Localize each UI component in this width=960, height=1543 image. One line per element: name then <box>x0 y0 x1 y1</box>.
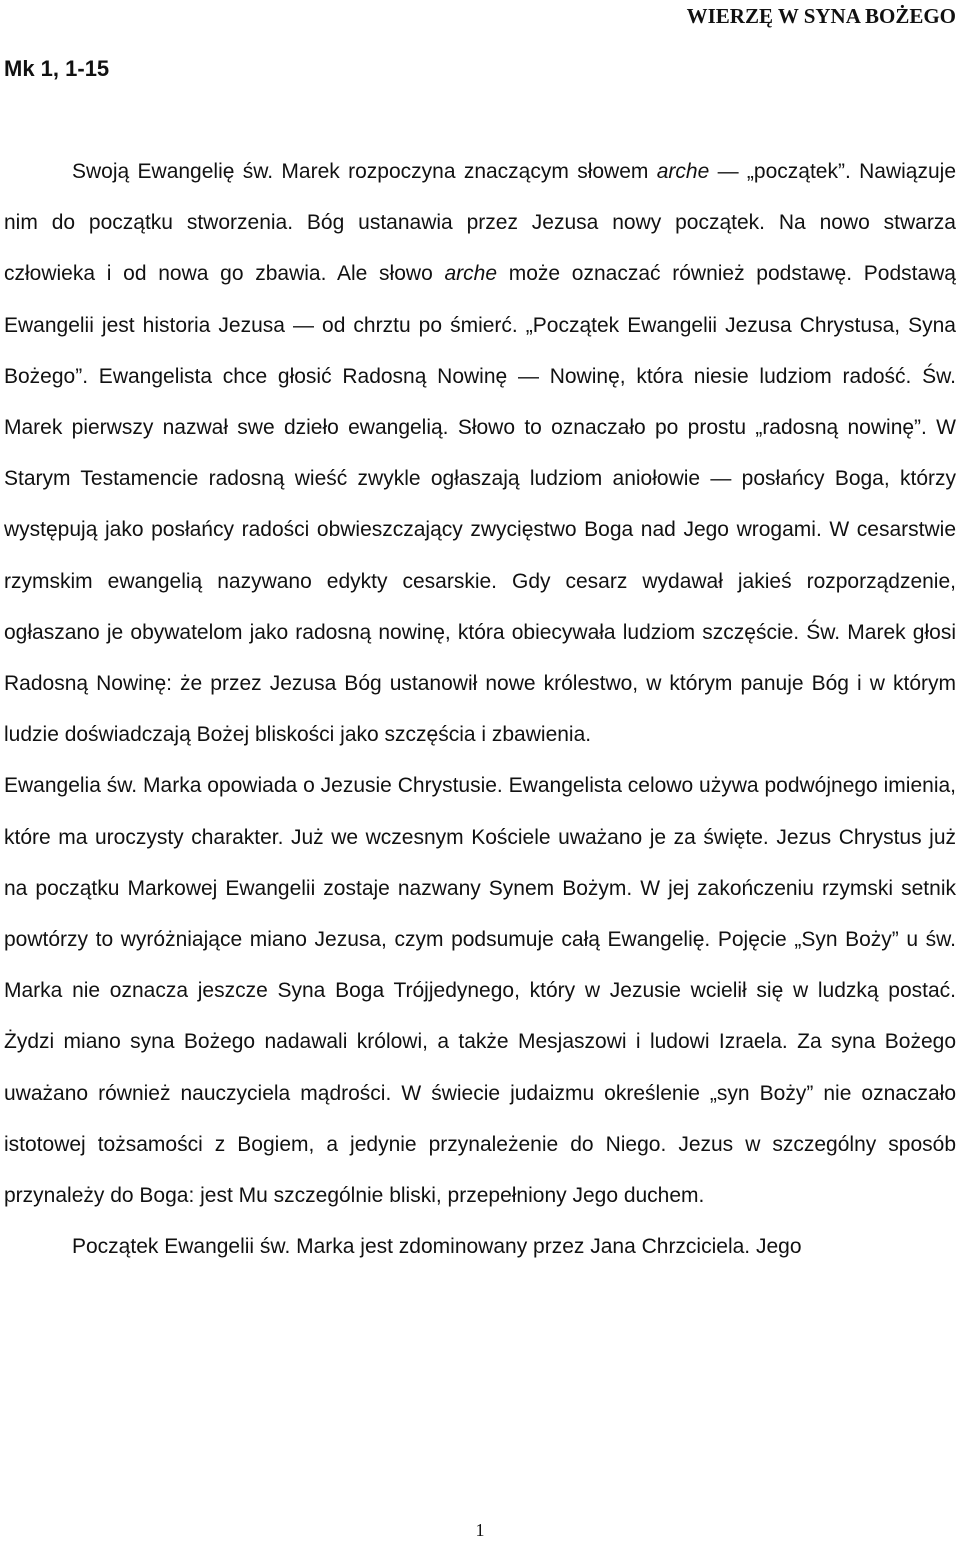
page-number: 1 <box>475 1520 485 1540</box>
paragraph-text: Początek Ewangelii św. Marka jest zdominowany przez Jana Chrzciciela. Jego <box>72 1235 802 1259</box>
paragraph <box>4 1221 956 1272</box>
italic-term: arche <box>444 262 497 286</box>
paragraph-text: — „początek”. Nawiązuje nim do początku stworzenia. Bóg ustanawia przez Jezusa nowy początek. Na nowo stwarza człowieka i od nowa go zbawia. Ale słowo <box>4 160 956 286</box>
paragraph-text: może oznaczać również podstawę. Podstawą Ewangelii jest historia Jezusa — od chrztu po śmierć. „Początek Ewangelii Jezusa Chrystusa, Syna Bożego”. Ewangelista chce głosić Radosną Nowinę — Nowinę, która niesie ludziom radość. Św. Marek pierwszy nazwał swe dzieło ewangelią. Słowo to oznaczało po prostu „radosną nowinę”. W Starym Testamencie radosną wieść zwykle ogłaszają ludziom aniołowie — posłańcy Boga, którzy występują jako posłańcy radości obwieszczający zwycięstwo Boga nad Jego wrogami. W cesarstwie rzymskim ewangelią nazywano edykty cesarskie. Gdy cesarz wydawał jakieś rozporządzenie, ogłaszano je obywatelom jako radosną nowinę, która obiecywała ludziom szczęście. Św. Marek głosi Radosną Nowinę: że przez Jezusa Bóg ustanowił nowe królestwo, w którym panuje Bóg i w którym ludzie doświadczają Bożej bliskości jako szczęścia i zbawienia. <box>4 262 956 747</box>
scripture-reference: Mk 1, 1-15 <box>4 56 110 81</box>
paragraph <box>4 146 956 760</box>
paragraph-text: Swoją Ewangelię św. Marek rozpoczyna znaczącym słowem <box>72 160 657 183</box>
italic-term: arche <box>656 160 710 183</box>
paragraph-text: Ewangelia św. Marka opowiada o Jezusie Chrystusie. Ewangelista celowo używa podwójnego imienia, które ma uroczysty charakter. Już we wczesnym Kościele uważano je za święte. Jezus Chrystus już na początku Markowej Ewangelii zostaje nazwany Synem Bożym. W jej zakończeniu rzymski setnik powtórzy to wyróżniające miano Jezusa, czym podsumuje całą Ewangelię. Pojęcie „Syn Boży” u św. Marka nie oznacza jeszcze Syna Boga Trójjedynego, który w Jezusie wcielił się w ludzką postać. Żydzi miano syna Bożego nadawali królowi, a także Mesjaszowi i ludowi Izraela. Za syna Bożego uważano również nauczyciela mądrości. W świecie judaizmu określenie „syn Boży” nie oznaczało istotowej tożsamości z Bogiem, a jedynie przynależenie do Niego. Jezus w szczególny sposób przynależy do Boga: jest Mu szczególnie bliski, przepełniony Jego duchem. <box>4 774 956 1208</box>
document-body <box>4 146 956 1272</box>
document-header-title: WIERZĘ W SYNA BOŻEGO <box>686 4 956 28</box>
paragraph <box>4 760 956 1221</box>
